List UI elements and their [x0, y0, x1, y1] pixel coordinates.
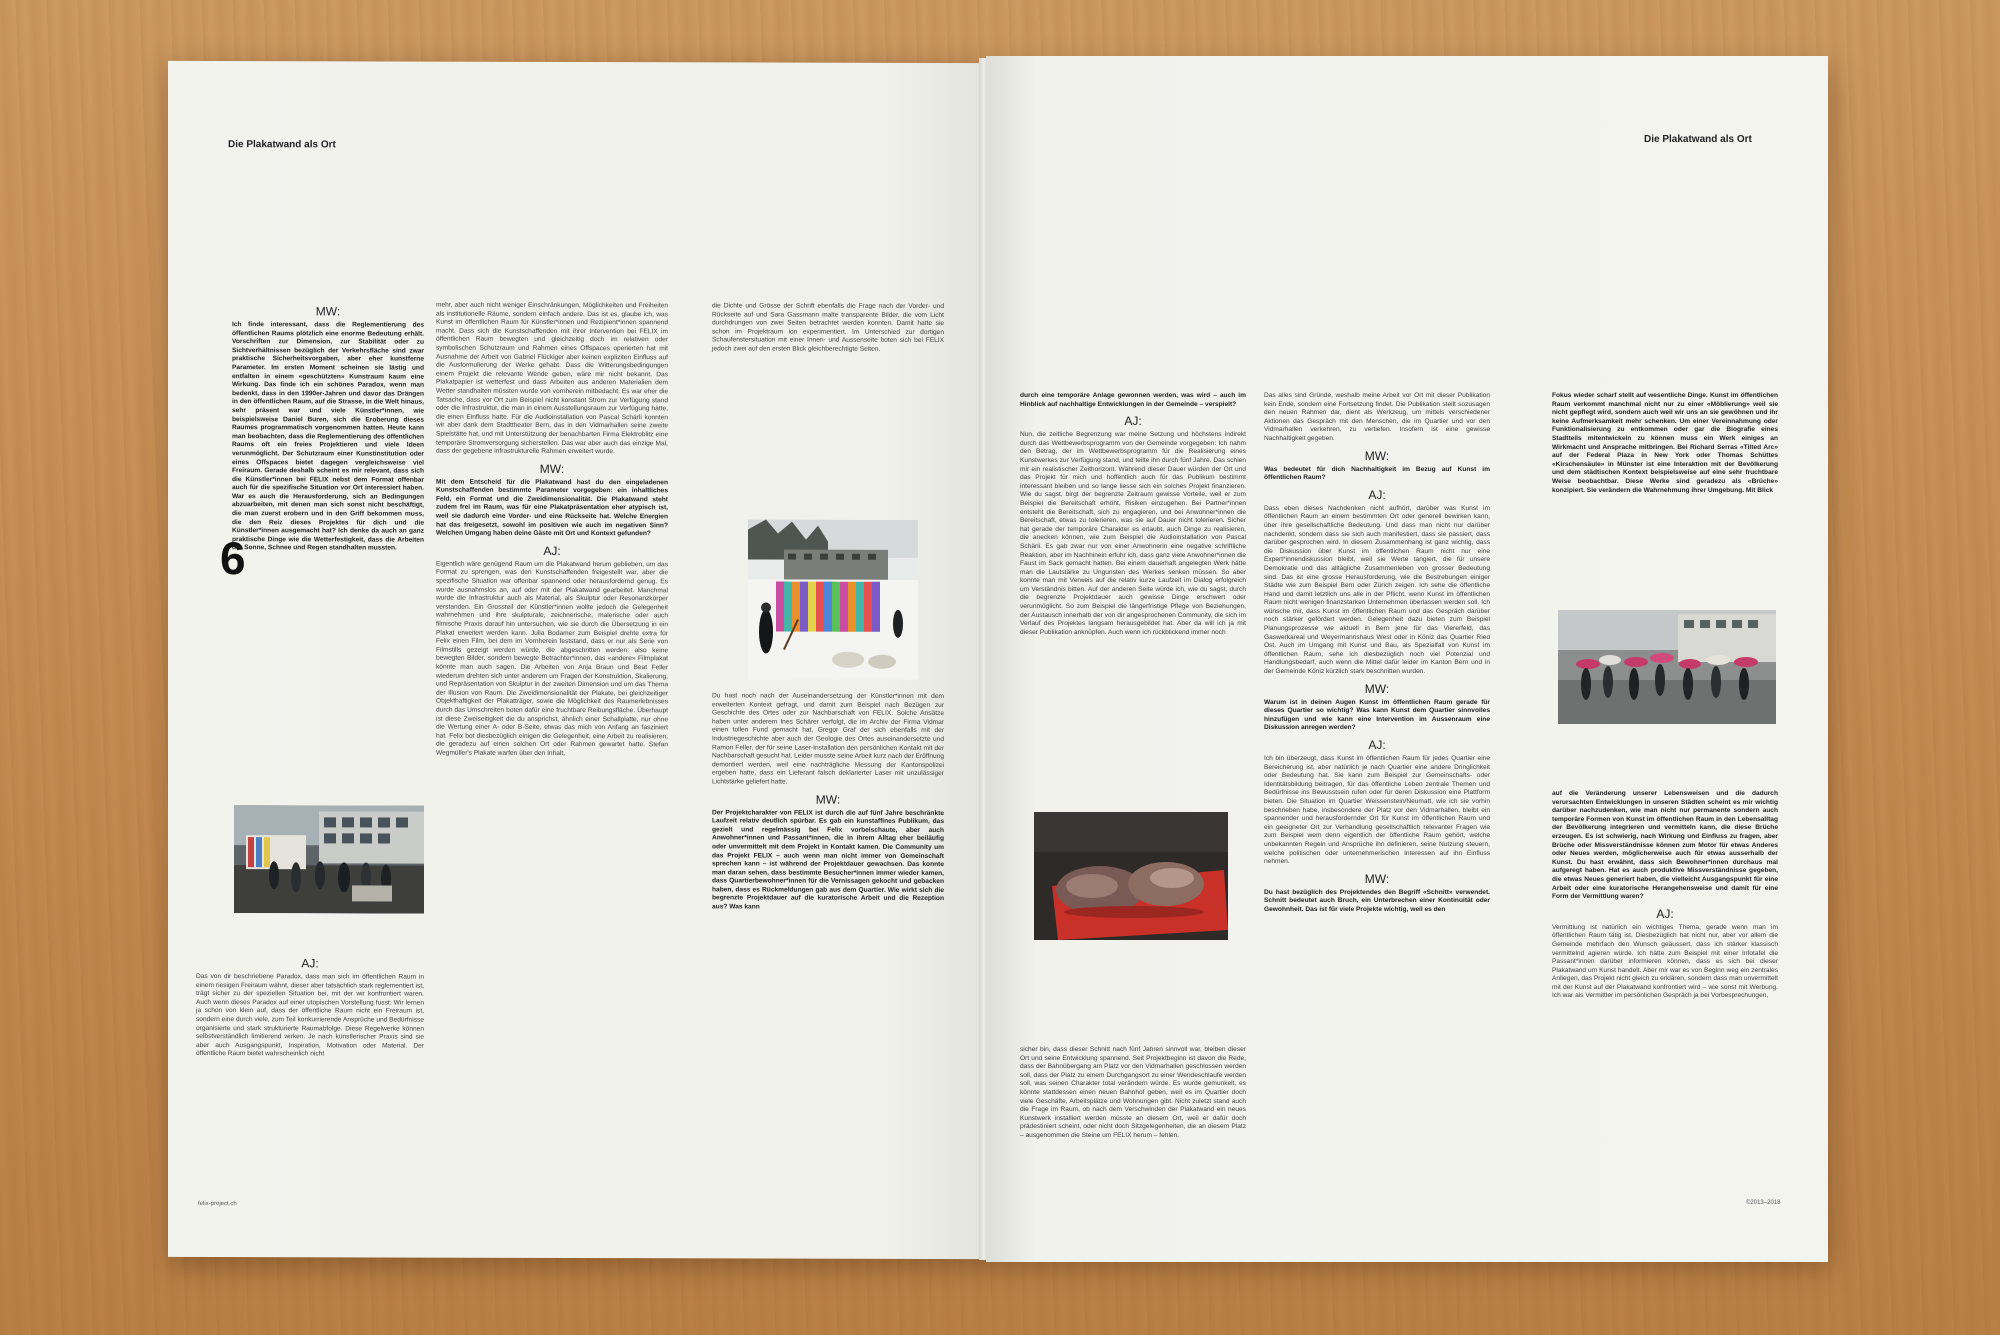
photo-objects-on-red-board — [1034, 812, 1228, 940]
answer-text: Das alles sind Gründe, weshalb meine Arbeit vor Ort mit dieser Publikation kein Ende, sondern eine Fortsetzung findet. Die Publikation stellt sozusagen den neuen Rahmen dar, dient als Werkzeug, um mittels verschiedener Aktionen das Gespräch mit den Menschen, die im Quartier und vor den Vidmarhallen verkehren, zu vertiefen. Insofern ist eine gewisse Nachhaltigkeit gegeben. — [1264, 392, 1490, 442]
question-text: Was bedeutet für dich Nachhaltigkeit im Bezug auf Kunst im öffentlichen Raum? — [1264, 465, 1490, 482]
answer-text: Ich bin überzeugt, dass Kunst im öffentlichen Raum für jedes Quartier eine Bereicherung ist, aber natürlich je nach Quartier eine andere Dringlichkeit oder Bedeutung hat. Sie kann zum Beispiel zur Gemeinschafts- oder Identitätsbildung beitragen, für das öffentliche Leben zentrale Themen und Bedürfnisse ins Bewusstsein rufen oder für deren Diskussion eine Plattform bieten. Die Situation im Quartier Weissenstein/Neumatt, wie ich sie vorhin beschrieben habe, insbesondere der Platz vor den Vidmarhallen, bleibt ein spannender und herausfordernder Ort für Kunst im öffentlichen Raum und ein geeigneter Ort zur Verhandlung gesellschaftlich relevanter Fragen wie zum Beispiel wem denn eigentlich der öffentliche Raum gehört, welche unbekannten Regeln und Ansprüche ihn definieren, seine Nutzung steuern, welche politischen oder unternehmerischen Interessen auf ihn Einfluss nehmen. — [1264, 755, 1490, 866]
speaker-aj: AJ: — [1368, 738, 1386, 752]
speaker-mw: MW: — [815, 792, 841, 807]
left-page — [168, 61, 983, 1259]
photo-umbrella-crowd — [1558, 610, 1776, 724]
speaker-mw: MW: — [539, 461, 565, 476]
speaker-mw: MW: — [1364, 448, 1390, 463]
answer-text: Vermittlung ist natürlich ein wichtiges Thema, gerade wenn man im öffentlichen Raum tätig ist. Diesbezüglich hat nicht nur, aber vor allem die Gemeinde mehrfach den Wunsch geäussert, dass ich stärker klassisch vermittelnd agieren würde. Ich hätte zum Beispiel mit einer Infotafel die Passant*innen darüber informieren können, dass es sich bei dieser Plakatwand um Kunst handelt. Aber mir war es von Beginn weg ein zentrales Anliegen, das Projekt nicht gleich zu erklären, sondern dass man unvermittelt mit der Kunst auf der Plakatwand konfrontiert wird – wie sonst mit Werbung. Ich war als Vermittler im persönlichen Gespräch ja bei Vorbesprechungen, — [1552, 923, 1778, 1000]
right-page — [986, 56, 1828, 1262]
left-column-3 — [712, 302, 944, 354]
speaker-aj: AJ: — [1368, 487, 1386, 502]
speaker-mw: MW: — [1364, 681, 1390, 696]
question-text: Ich finde interessant, dass die Reglementierung des öffentlichen Raums plötzlich eine enorme Bedeutung erhält. Vorschriften zur Dimension, zur Stabilität oder zu Sichtverhältnissen bezüglich der Verkehrsfläche sind zwar praktische Sicherheitsvorgaben, aber eher kunstferne Parameter. Im ersten Moment scheinen sie lästig und entfalten in einem «geschützten» Kunstraum kaum eine Wirkung. Das finde ich ein schönes Paradox, wenn man bedenkt, dass in den 1990er-Jahren und davor das Drängen in den öffentlichen Raum, auf die Strasse, in die Welt hinaus, sehr präsent war und viele Künstler*innen, wie beispielsweise Daniel Buren, sich die Eroberung dieses Raumes programmatisch vorgenommen hatten. Heute kann man beobachten, dass die Reglementierung des öffentlichen Raums oft ein freies Projektieren und viele Ideen verunmöglicht. Der Schutzraum einer Kunstinstitution oder eines Offspaces bietet dagegen vergleichsweise viel Freiraum. Gerade deshalb scheint es mir relevant, dass sich die Künstler*innen bei FELIX nebst dem Format offenbar auch für die spezifische Situation vor Ort interessiert haben. War es auch die Herausforderung, sich an Bedingungen abzuarbeiten, mit denen man sich sonst nicht beschäftigt, die man zuerst erobern und in den Griff bekommen muss, die den Reiz dieses Projektes für dich und die Künstler*innen ausgemacht hat? Ich denke da auch an ganz praktische Dinge wie die Wetterfestigkeit, dass die Arbeiten der Sonne, Schnee und Regen standhalten mussten. — [232, 321, 424, 552]
answer-text: Du hast noch nach der Auseinandersetzung der Künstler*innen mit dem erweiterten Kontext gefragt, und damit zum Beispiel nach Bezügen zur Geschichte des Ortes oder zur Nachbarschaft von FELIX. Solche Ansätze haben unter anderem Ines Schärer verfolgt, die im Archiv der Firma Vidmar einen tollen Fund gemacht hat, Gregor Graf der sich ebenfalls mit der Industriegeschichte aber auch der Geologie des Ortes auseinandersetzte und Ramon Feller, der für seine Laser-Installation den persönlichen Kontakt mit der Nachbarschaft gesucht hat. Leider musste seine Arbeit kurz nach der Eröffnung demontiert werden, weil eine nachträgliche Messung der Kantonspolizei ergeben hatte, dass ein Lieferant falsch deklarierter Laser mit unzulässiger Lichtstärke geliefert hatte. — [712, 692, 944, 786]
left-column-2 — [436, 302, 668, 759]
right-column-2 — [1264, 392, 1490, 915]
speaker-mw: MW: — [1364, 871, 1390, 886]
right-column-1-lower — [1020, 1046, 1246, 1141]
question-text: Fokus wieder scharf stellt auf wesentliche Dinge. Kunst im öffentlichen Raum verkommt manchmal nicht nur zu einer «Möblierung» weil sie nicht gepflegt wird, sondern auch weil wir uns an sie gewöhnen und ihr keine Aufmerksamkeit mehr schenken. Um einer Vereinnahmung oder Funktionalisierung zu entkommen oder gar die Biografie eines Stadtteils mitentwickeln zu können muss ein Werk einiges an Wirkmacht und Ansprache mitbringen. Bei Richard Serras «Tilted Arc» auf der Federal Plaza in New York oder Thomas Schüttes «Kirschensäule» in Münster ist eine Interaktion mit der Bevölkerung und dem städtischen Kontext beispielsweise auf eine sehr fruchtbare Weise beobachtbar. Diese Werke sind geradezu als «Brüche» konzipiert. Sie verändern die Wahrnehmung ihrer Umgebung. Mit Blick — [1552, 392, 1778, 494]
footer-url: felix-project.ch — [198, 1201, 237, 1208]
question-text: Warum ist in deinen Augen Kunst im öffentlichen Raum gerade für dieses Quartier so wichtig? Was kann Kunst dem Quartier sinnvolles hinzufügen und wie kann eine Intervention im Aussenraum eine Diskussion anregen werden? — [1264, 698, 1490, 732]
left-column-1 — [232, 299, 424, 554]
answer-text: mehr, aber auch nicht weniger Einschränkungen, Möglichkeiten und Freiheiten als institutionelle Räume, sondern einfach andere. Das ist es, glaube ich, was Kunst im öffentlichen Raum für Künstler*innen und Rezipient*innen spannend macht. Dass sich die Kunstschaffenden mit ihrer Intervention bei FELIX im öffentlichen Raum bewegten und gleichzeitig doch im relativen oder symbolischen Schutzraum und Rahmen eines Offspaces operierten hat mit Ausnahme der Arbeit von Gabriel Flückiger aber keinen expliziten Einfluss auf die Ausformulierung der Werke gehabt. Dass die Witterungsbedingungen einem Projekt die relevante Wende geben, wäre mir nicht bekannt. Das Plakatpapier ist wetterfest und dass Arbeiten aus anderen Materialien dem Wetter standhalten müssten wurde von vornherein mitbedacht. Es war eher die Tatsache, dass vor Ort zum Beispiel nicht konstant Strom zur Verfügung stand oder die Infrastruktur, die man in einem Ausstellungsraum zur Verfügung hätte, die einen Einfluss hatte. Für die Audioinstallation von Pascal Schärli konnten wir aber dank dem Stadttheater Bern, das in den Vidmarhallen seine zweite Spielstätte hat, und mit Unterstützung der benachbarten Firma Elektroblitz eine temporäre Stromversorgung sicherstellen. Das war aber auch das einzige Mal, dass der gegebene infrastrukturelle Rahmen erweitert wurde. — [436, 301, 668, 456]
answer-text: Eigentlich wäre genügend Raum um die Plakatwand herum geblieben, um das Format zu sprengen, was den Kunstschaffenden freigestellt war, aber die spezifische Situation war offenbar spannend oder herausfordernd genug. Es wurde ausnahmslos an, auf oder mit der Plakatwand gearbeitet. Manchmal wurde die Infrastruktur auch als Material, als Skulptur oder Resonanzkörper verstanden. Ein Grossteil der Künstler*innen wollte jedoch die Gelegenheit wahrnehmen und ihre skulpturale, zeichnerische, malerische oder auch filmische Praxis darauf hin untersuchen, wie sie durch die Übersetzung in ein Plakat erweitert werden kann. Julia Bodamer zum Beispiel drehte extra für Felix einen Film, bei dem im Vornherein feststand, dass er nur als Serie von Filmstills gezeigt werden würde, die abgeschritten werden: also keine bewegten Bilder, sondern bewegte Betrachter*innen, das «andere» Filmplakat könnte man auch sagen. Die Arbeiten von Anja Braun und Beat Feller wiederum drehten sich unter anderem um Fragen der Konstruktion, Skalierung, und Repräsentation von Skulptur in der zweiten Dimension und um das Thema der Illusion von Raum. Die Zweidimensionalität der Plakate, bei gleichzeitiger Objekthaftigkeit der Plakatträger, sowie die Möglichkeit des Raumerlebnisses durch das Umschreiten boten dafür eine fruchtbare Reibungsfläche. Überhaupt ist diese Zweiseitigkeit die du ansprichst, ähnlich einer Schallplatte, nur ohne die Wertung einer A- oder B-Seite, etwas das mich von Anfang an fasziniert hat. Felix bot diesbezüglich einigen die Gelegenheit, eine Arbeit zu realisieren, die geradezu auf einen solchen Ort oder Rahmen gewartet hatte. Stefan Wegmüller's Plakate warfen über den Inhalt, — [436, 560, 668, 757]
speaker-mw: MW: — [315, 304, 341, 319]
speaker-aj: AJ: — [1124, 414, 1142, 429]
speaker-aj: AJ: — [1656, 906, 1674, 921]
speaker-aj: AJ: — [301, 956, 319, 971]
photo-snow-billboard — [748, 519, 918, 679]
photo-crowd-evening — [234, 805, 424, 913]
question-text: Der Projektcharakter von FELIX ist durch die auf fünf Jahre beschränkte Laufzeit relativ deutlich spürbar. Es gab ein kunstaffines Publikum, das gezielt und regelmässig bei Felix vorbeischaute, aber auch Anwohner*innen und Passant*innen, die in ihrem Alltag eher beiläufig oder unvermittelt mit dem Projekt in Kontakt kamen. Die Community um das Projekt FELIX – auch wenn man nicht immer von Gemeinschaft sprechen kann – ist während der Projektdauer gewachsen. Das konnte man daran sehen, dass bestimmte Besucher*innen immer wieder kamen, dass Quartierbewohner*innen für die Vernissagen gekocht und gebacken haben, dass es Rückmeldungen gab aus dem Quartier. Wie wirkt sich die begrenzte Projektdauer auf die kuratorische Arbeit und die Rezeption aus? Was kann — [712, 808, 944, 911]
question-text: auf die Veränderung unserer Lebensweisen und die dadurch verursachten Entwicklungen in unseren Städten scheint es mir wichtig darüber nachzudenken, wie man nicht nur permanente sondern auch temporäre Formen von Kunst im öffentlichen Raum in den Lebensalltag der Bevölkerung integrieren und vermitteln kann, die diese Brüche erzeugen. Es ist schwierig, nach Wirkung und Einfluss zu fragen, aber Brüche oder Missverständnisse können zum Motor für etwas Anderes oder Neues werden, möglicherweise auch für etwas ausserhalb der Kunst. Du hast erwähnt, dass sich Bewohner*innen durchaus mal aufgeregt haben. Hat es auch produktive Missverständnisse gegeben, die etwas Neues generiert haben, die vielleicht Ausgangspunkt für eine Arbeit oder eine kuratorische Herangehensweise und damit für eine Form der Vermittlung waren? — [1552, 790, 1778, 901]
right-column-3 — [1552, 392, 1778, 495]
right-column-1 — [1020, 392, 1246, 637]
question-text: Mit dem Entscheid für die Plakatwand hast du den eingeladenen Kunstschaffenden bestimmte Parameter vorgegeben: ein inhaltliches Feld, ein Format und die Zweidimensionalität. Die Plakatwand steht zudem frei im Raum, was für eine Plakatpräsentation eher atypisch ist, weil sie dadurch eine Vorder- und eine Rückseite hat. Welche Energien hat das freigesetzt, sowohl im positiven wie auch im negativen Sinn? Welchen Umgang haben deine Gäste mit Ort und Kontext gefunden? — [436, 478, 668, 538]
answer-text: Nun, die zeitliche Begrenzung war meine Setzung und höchstens indirekt durch das Wettbewerbsprogramm von der Gemeinde vorgegeben: Ich nahm den Betrag, der im Wettbewerbsprogramm für die Realisierung eines Kunstwerkes zur Verfügung stand, und teilte ihn durch fünf Jahre. Das schien mir ein realistischer Zeithorizont. Während dieser Dauer würden der Ort und das Projekt für mich und hoffentlich auch für das Publikum bestimmt interessant bleiben und so lange liesse sich ein solches Projekt finanzieren. Wie du sagst, birgt der begrenzte Zeitraum gewisse Vorteile, weil er zum Beispiel die Bereitschaft erhöht, Risiken einzugehen. Bei Partner*innen entsteht die Bereitschaft, sich zu engagieren, und bei Anwohner*innen die Bereitschaft, etwas zu tolerieren, was sie auf Dauer nicht tolerieren. Sicher hat gerade der temporäre Charakter es erlaubt, auch Dinge zu realisieren, die anecken können, wie zum Beispiel die Audioinstallation von Pascal Schärli. Es gab zwar nur von einer Anwohnerin eine negative schriftliche Reaktion, aber im Nachhinein erfuhr ich, dass ganz viele Anwohner*innen die Faust im Sack gemacht hatten. Bei einem dauerhaft angelegten Werk hätte man die Lautstärke zu Ungunsten des Werkes senken müssen. So aber konnte man mit Verweis auf die relativ kurze Laufzeit im Dialog erfolgreich um Verständnis bitten. Auf der anderen Seite würde ich, wie du sagst, durch die begrenzte Projektdauer auch gewisse Dinge erschwert oder verunmöglicht. So zum Beispiel die längerfristige Pflege von Beziehungen, der Austausch innerhalb der von dir angesprochenen Community, die sich im Verlauf des Projektes langsam herausgebildet hat. Aber da will ich ja mit dieser Publikation anknüpfen. Auch wenn ich rückblickend immer noch — [1020, 431, 1246, 636]
answer-text: Dass eben dieses Nachdenken nicht aufhört, darüber was Kunst im öffentlichen Raum an einem bestimmten Ort oder generell bewirken kann, über ihre gesellschaftliche Bedeutung. Und dass man nicht nur darüber nachdenkt, sondern dass sie sich auch manifestiert, dass sie passiert, dass darüber gesprochen wird. In diesem Zusammenhang ist ganz wichtig, dass die Diskussion über Kunst im öffentlichen Raum nicht nur eine Expert*innendiskussion bleibt, weil sie Werte tangiert, die für unsere Demokratie und das alltägliche Zusammenleben von grosser Bedeutung sind. Das ist eine grosse Herausforderung, wie die Bestrebungen einiger Städte wie zum Beispiel Bern oder Zürich zeigen. Ich sehe die öffentliche Hand und damit letztlich uns alle in der Pflicht, wenn Kunst im öffentlichen Raum nicht wenigen finanzstarken Unternehmen überlassen werden soll. Ich wünsche mir, dass Kunst im öffentlichen Raum und das Gespräch darüber noch stärker gefördert werden. Gelegenheit dazu bieten zum Beispiel Planungsprozesse wie aktuell in Bern jene für das Viererfeld, das Gaswerkareal und Weyermannshaus West oder in Köniz das Quartier Ried Ost. Auch im Umgang mit Kunst und Bau, als Spezialfall von Kunst im öffentlichen Raum, sehe ich diesbezüglich noch viel Potenzial und Handlungsbedarf, auch wenn die Mittel dafür leider im Kanton Bern und in der Gemeinde Köniz kürzlich stark beschnitten wurden. — [1264, 504, 1490, 676]
running-head-right: Die Plakatwand als Ort — [1644, 134, 1752, 145]
answer-text: Das von dir beschriebene Paradox, dass man sich im öffentlichen Raum in einem riesigen Freiraum wähnt, dieser aber tatsächlich stark reglementiert ist, trägt sicher zu der speziellen Situation bei, mit der wir konfrontiert waren. Auch wenn dieses Paradox auf einer utopischen Vorstellung fusst: Wir lernen ja schon von klein auf, dass der öffentliche Raum nicht ein Freiraum ist, sondern eine durch viele, zum Teil konkurrierende Ansprüche und Bedürfnisse organisierte und stark strukturierte Raumabfolge. Diese Regelwerke können selbstverständlich limitierend wirken. Je nach künstlerischer Praxis sind sie aber auch Ausgangspunkt, Inspiration, Motivation oder Material. Der öffentliche Raum bietet wahrscheinlich nicht — [196, 973, 424, 1058]
right-column-3-lower — [1552, 790, 1778, 1001]
question-text: durch eine temporäre Anlage gewonnen werden, was wird – auch im Hinblick auf nachhaltige Entwicklungen in der Gemeinde – verspielt? — [1020, 392, 1246, 408]
answer-text: sicher bin, dass dieser Schnitt nach fünf Jahren sinnvoll war, bleiben dieser Ort und seine Entwicklung spannend. Seit Projektbeginn ist davon die Rede, dass der Bahnübergang am Platz vor den Vidmarhallen geschlossen werden soll, dass der Platz zu einem Durchgangsort zu einer Wendeschlaufe werden soll, was seinen Charakter total verändern würde. Es wurde gemunkelt, es könnte stattdessen einen neuen Bahnhof geben, weil es im Quartier doch viele Geschäfte, Arbeitsplätze und Wohnungen gibt. Nicht zuletzt stand auch die Frage im Raum, ob nach dem Verschwinden der Plakatwand ein neues Kunstwerk installiert werden müsste an diesem Ort, weil er dafür doch prädestiniert scheint, oder nicht doch Sitzgelegenheiten, die an diesem Platz – ausgenommen die Steine um FELIX herum – fehlen. — [1020, 1046, 1246, 1139]
answer-text: die Dichte und Grösse der Schrift ebenfalls die Frage nach der Vorder- und Rückseite auf und Sara Gassmann malte transparente Bilder, die vom Licht durchdrungen von zwei Seiten betrachtet werden konnten. Damit hatte sie schon im Projektraum ion experimentiert. Im Unterschied zur dortigen Schaufenstersituation mit einer Innen- und Aussenseite boten sich bei FELIX jedoch zwei auf den ersten Blick gleichberechtigte Seiten. — [712, 302, 944, 353]
left-column-1-answer — [196, 951, 424, 1060]
running-head-left: Die Plakatwand als Ort — [228, 139, 336, 151]
footer-copyright: ©2013–2018 — [1746, 1200, 1781, 1206]
left-column-3-lower — [712, 692, 944, 912]
page-number: 6 — [220, 532, 246, 585]
question-text: Du hast bezüglich des Projektendes den Begriff «Schnitt» verwendet. Schnitt bedeutet auch Bruch, ein Unterbrechen einer Kontinuität oder Gewohnheit. Das ist für viele Projekte wichtig, weil es den — [1264, 888, 1490, 913]
speaker-aj: AJ: — [543, 543, 561, 558]
